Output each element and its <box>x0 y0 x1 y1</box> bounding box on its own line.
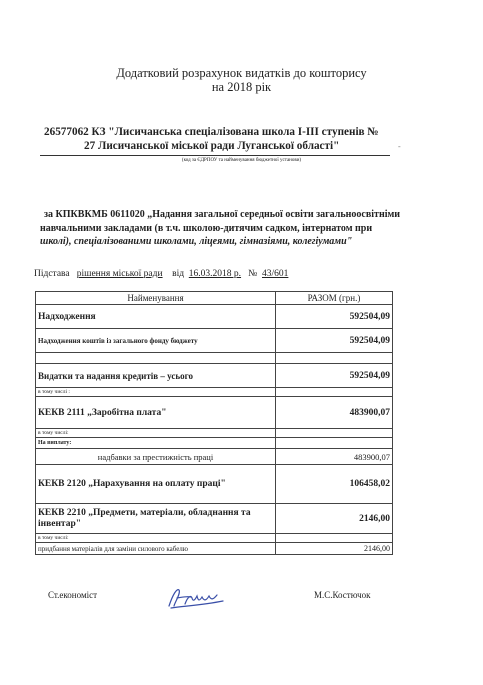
table-header-row <box>36 292 393 305</box>
program-line1: за КПКВКМБ 0611020 „Надання загальної середньої освіти загальноосвітніми <box>44 209 401 220</box>
row-label: Надходження коштів із загального фонду бюджету <box>36 329 276 353</box>
basis-doc: рішення міської ради <box>76 269 163 279</box>
row-label: КЕКВ 2111 „Заробітна плата" <box>36 397 276 429</box>
program-line2: навчальними закладами (в т.ч. школою-дитячим садком, інтернатом при <box>40 223 373 234</box>
table-row <box>36 543 393 555</box>
signatory-name: М.С.Костючок <box>314 590 371 600</box>
row-amount: 2146,00 <box>276 543 393 555</box>
row-amount: 592504,09 <box>276 364 393 388</box>
table-row <box>36 504 393 534</box>
row-amount: 592504,09 <box>276 305 393 329</box>
row-label: придбання матеріалів для заміни силового кабелю <box>36 543 276 555</box>
organization-caption: (код за ЄДРПОУ та найменування бюджетної установи) <box>181 158 302 163</box>
table-row <box>36 353 393 364</box>
row-label: в тому числі: <box>36 429 276 438</box>
table-row <box>36 465 393 504</box>
handwritten-signature-icon <box>165 584 227 615</box>
table-row <box>36 438 393 449</box>
row-label: КЕКВ 2120 „Нарахування на оплату праці" <box>36 465 276 504</box>
row-amount: 106458,02 <box>276 465 393 504</box>
document-title-line1: Додатковий розрахунок видатків до кошторису <box>116 66 367 80</box>
table-row <box>36 429 393 438</box>
header-name: Найменування <box>36 292 276 305</box>
header-total: РАЗОМ (грн.) <box>276 292 393 305</box>
table-row <box>36 364 393 388</box>
basis-number-prefix: № <box>248 269 258 279</box>
budget-table <box>35 291 393 555</box>
row-amount: 592504,09 <box>276 329 393 353</box>
row-label: На виплату: <box>36 438 276 449</box>
table-row <box>36 449 393 465</box>
row-amount: 2146,00 <box>276 504 393 534</box>
table-row <box>36 388 393 397</box>
table-row <box>36 305 393 329</box>
document-title-line2: на 2018 рік <box>211 80 272 94</box>
row-label: надбавки за престижність праці <box>36 449 276 465</box>
row-amount <box>276 429 393 438</box>
basis-date-prefix: від <box>172 269 185 279</box>
table-row <box>36 329 393 353</box>
row-label: КЕКВ 2210 „Предмети, матеріали, обладнання та інвентар" <box>36 504 276 534</box>
row-amount <box>276 534 393 543</box>
organization-line1: 26577062 КЗ "Лисичанська спеціалізована школа І-ІІІ ступенів № <box>44 126 379 138</box>
basis-number: 43/601 <box>262 269 289 279</box>
row-amount: 483900,07 <box>276 397 393 429</box>
basis-label: Підстава <box>34 269 70 279</box>
signatory-title: Ст.економіст <box>48 590 98 600</box>
row-label: Видатки та надання кредитів – усього <box>36 364 276 388</box>
row-label: в тому числі: <box>36 534 276 543</box>
row-amount <box>276 438 393 449</box>
row-label <box>36 353 276 364</box>
row-amount: 483900,07 <box>276 449 393 465</box>
organization-underline <box>40 155 390 156</box>
row-label: в тому числі : <box>36 388 276 397</box>
basis-line <box>34 269 288 279</box>
program-line3: школі), спеціалізованими школами, ліцеями, гімназіями, колегіумами" <box>40 236 353 247</box>
row-label: Надходження <box>36 305 276 329</box>
table-row <box>36 534 393 543</box>
row-amount <box>276 388 393 397</box>
table-row <box>36 397 393 429</box>
organization-line2: 27 Лисичанської міської ради Луганської області" <box>84 140 340 152</box>
basis-date: 16.03.2018 р. <box>188 269 242 279</box>
edge-mark: - <box>398 142 401 151</box>
row-amount <box>276 353 393 364</box>
